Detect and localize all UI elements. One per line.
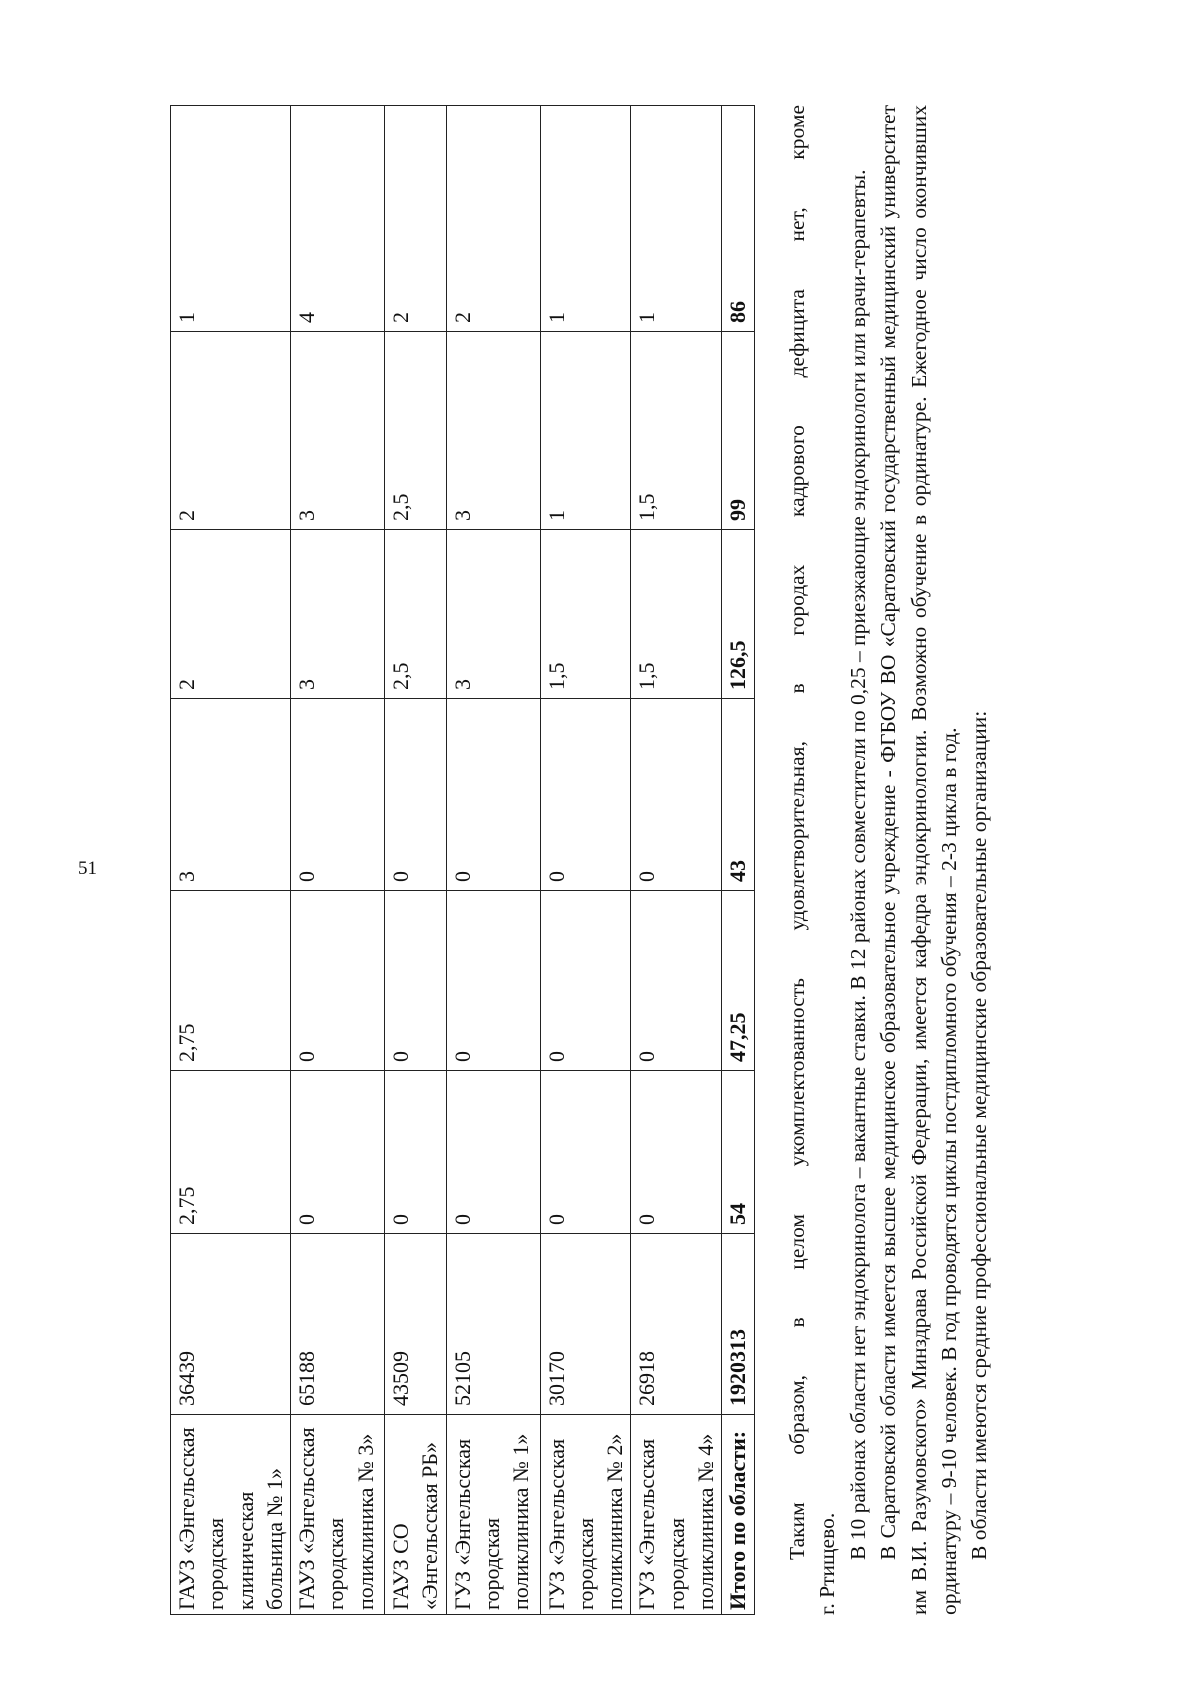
table-row xyxy=(291,106,385,1615)
value-cell: 47,25 xyxy=(722,891,755,1071)
value-cell: 52105 xyxy=(446,1234,540,1415)
value-cell: 54 xyxy=(722,1071,755,1234)
value-cell: 0 xyxy=(291,1071,385,1234)
value-cell: 3 xyxy=(171,699,291,891)
value-cell: 2 xyxy=(446,106,540,332)
value-cell: 2 xyxy=(385,106,447,332)
value-cell: 1 xyxy=(631,106,722,332)
value-cell: 3 xyxy=(446,332,540,530)
table-row xyxy=(540,106,631,1615)
value-cell: 0 xyxy=(446,1071,540,1234)
value-cell: 0 xyxy=(385,699,447,891)
value-cell: 0 xyxy=(540,1071,631,1234)
value-cell: 3 xyxy=(446,530,540,699)
value-cell: 4 xyxy=(291,106,385,332)
organization-name-cell: ГАУЗ СО «Энгельсская РБ» xyxy=(385,1415,447,1615)
value-cell: 0 xyxy=(631,699,722,891)
value-cell: 0 xyxy=(631,891,722,1071)
value-cell: 1 xyxy=(540,332,631,530)
paragraph: г. Ртищево. xyxy=(815,1512,840,1615)
organization-name-cell: ГУЗ «Энгельсская городская поликлиника № 4» xyxy=(631,1415,722,1615)
value-cell: 1 xyxy=(540,106,631,332)
value-cell: 1920313 xyxy=(722,1234,755,1415)
value-cell: 30170 xyxy=(540,1234,631,1415)
value-cell: 3 xyxy=(291,332,385,530)
table-row xyxy=(171,106,291,1615)
value-cell: 2,75 xyxy=(171,1071,291,1234)
paragraph: В Саратовской области имеется высшее медицинское образовательное учреждение - ФГБОУ ВО «Саратовский государственный медицинский университет им В.И. Разумовского» Минздрава Российской Федерации, имеется кафедра эндокринологии. Возможно обучение в ординатуре. Ежегодное число окончивших ординатуру – 9-10 человек. В год проводятся циклы постдипломного обучения – 2-3 цикла в год. xyxy=(876,105,962,1615)
value-cell: 0 xyxy=(385,891,447,1071)
value-cell: 0 xyxy=(446,699,540,891)
organization-name-cell: ГУЗ «Энгельсская городская поликлиника № 1» xyxy=(446,1415,540,1615)
value-cell: 0 xyxy=(291,891,385,1071)
organization-name-cell: Итого по области: xyxy=(722,1415,755,1615)
value-cell: 2,5 xyxy=(385,530,447,699)
body-text xyxy=(782,105,995,1615)
value-cell: 2 xyxy=(171,530,291,699)
value-cell: 126,5 xyxy=(722,530,755,699)
total-row xyxy=(722,106,755,1615)
value-cell: 99 xyxy=(722,332,755,530)
table-row xyxy=(446,106,540,1615)
table-row xyxy=(385,106,447,1615)
organization-name-cell: ГАУЗ «Энгельсская городская клиническая больница № 1» xyxy=(171,1415,291,1615)
paragraph: В области имеются средние профессиональные медицинские образовательные организации: xyxy=(967,710,992,1560)
rotated-content xyxy=(170,105,1070,1615)
value-cell: 2 xyxy=(171,332,291,530)
value-cell: 43 xyxy=(722,699,755,891)
value-cell: 36439 xyxy=(171,1234,291,1415)
table-row xyxy=(631,106,722,1615)
value-cell: 0 xyxy=(631,1071,722,1234)
table-body xyxy=(171,106,755,1615)
value-cell: 86 xyxy=(722,106,755,332)
staffing-table xyxy=(170,105,755,1615)
value-cell: 0 xyxy=(446,891,540,1071)
organization-name-cell: ГАУЗ «Энгельсская городская поликлиника № 3» xyxy=(291,1415,385,1615)
value-cell: 1 xyxy=(171,106,291,332)
value-cell: 0 xyxy=(385,1071,447,1234)
value-cell: 0 xyxy=(540,891,631,1071)
page-number: 51 xyxy=(78,858,97,879)
value-cell: 26918 xyxy=(631,1234,722,1415)
paragraph: В 10 районах области нет эндокринолога – вакантные ставки. В 12 районах совместители по 0,25 – приезжающие эндокринологи или врачи-терапевты. xyxy=(845,169,870,1560)
value-cell: 0 xyxy=(291,699,385,891)
value-cell: 43509 xyxy=(385,1234,447,1415)
value-cell: 0 xyxy=(540,699,631,891)
value-cell: 2,5 xyxy=(385,332,447,530)
value-cell: 2,75 xyxy=(171,891,291,1071)
value-cell: 1,5 xyxy=(631,530,722,699)
value-cell: 1,5 xyxy=(540,530,631,699)
value-cell: 1,5 xyxy=(631,332,722,530)
organization-name-cell: ГУЗ «Энгельсская городская поликлиника № 2» xyxy=(540,1415,631,1615)
value-cell: 3 xyxy=(291,530,385,699)
paragraph: Таким образом, в целом укомплектованность удовлетворительная, в городах кадрового дефицита нет, кроме xyxy=(785,105,809,1560)
value-cell: 65188 xyxy=(291,1234,385,1415)
